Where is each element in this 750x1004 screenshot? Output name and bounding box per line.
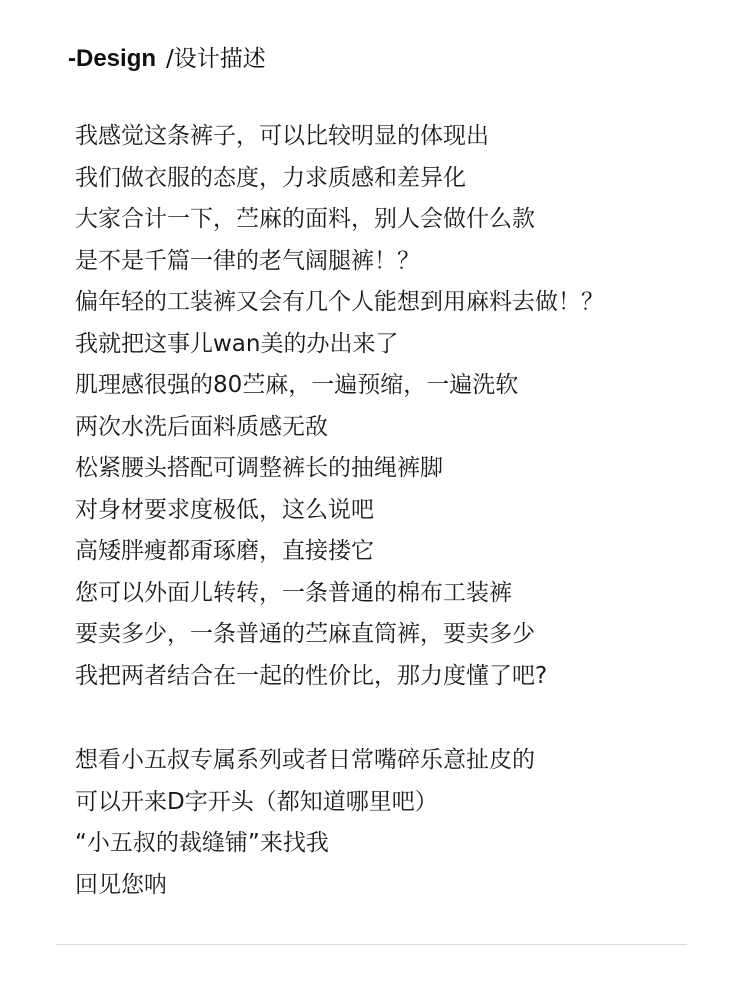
text-line: 大家合计一下，苎麻的面料，别人会做什么款	[75, 206, 535, 232]
description-paragraph-1	[75, 116, 604, 697]
text-line: 回见您呐	[75, 871, 167, 898]
text-line: 是不是千篇一律的老气阔腿裤！？	[75, 247, 420, 274]
text-line: 您可以外面儿转转，一条普通的棉布工装裤	[75, 579, 512, 606]
section-header	[68, 40, 266, 76]
text-line: 可以开来D字开头（都知道哪里吧）	[75, 788, 438, 815]
text-line: 我们做衣服的态度，力求质感和差异化	[75, 164, 466, 191]
text-line: 我感觉这条裤子，可以比较明显的体现出	[75, 123, 489, 149]
header-title-zh: /设计描述	[166, 46, 266, 72]
text-line: 高矮胖瘦都甭琢磨，直接搂它	[75, 538, 374, 564]
text-line: 我把两者结合在一起的性价比，那力度懂了吧?	[75, 662, 548, 689]
text-line: 想看小五叔专属系列或者日常嘴碎乐意扯皮的	[75, 747, 535, 773]
text-line: 偏年轻的工装裤又会有几个人能想到用麻料去做！？	[75, 289, 604, 315]
text-line: 两次水洗后面料质感无敌	[75, 413, 328, 440]
description-paragraph-2	[75, 740, 535, 906]
bottom-divider	[56, 944, 687, 945]
header-title-en: -Design	[68, 45, 157, 72]
text-line: “小五叔的裁缝铺”来找我	[75, 830, 329, 856]
text-line: 要卖多少，一条普通的苎麻直筒裤，要卖多少	[75, 621, 535, 647]
text-line: 肌理感很强的80苎麻，一遍预缩，一遍洗软	[75, 372, 519, 398]
text-line: 我就把这事儿wan美的办出来了	[75, 330, 399, 357]
text-line: 松紧腰头搭配可调整裤长的抽绳裤脚	[75, 455, 443, 481]
text-line: 对身材要求度极低，这么说吧	[75, 496, 374, 523]
